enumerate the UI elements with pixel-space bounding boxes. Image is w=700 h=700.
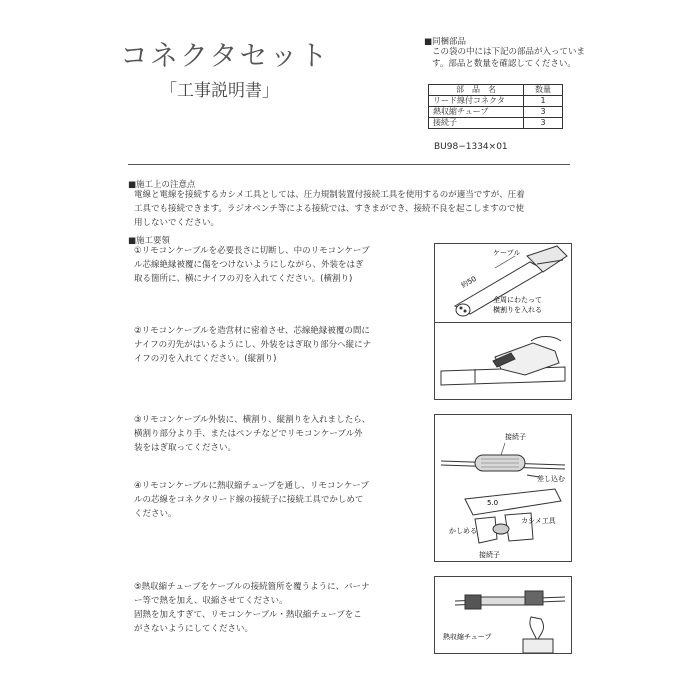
part-name: 接続子 xyxy=(429,118,524,129)
connector-crimp-illustration xyxy=(435,415,571,561)
fig1-cable-label: ケーブル xyxy=(493,249,521,257)
step-3-line: 横割り部分より手、またはペンチなどでリモコンケーブル外 xyxy=(134,429,363,439)
doc-title: コネクタセット xyxy=(120,39,330,72)
figure-vertical-cut xyxy=(434,322,572,400)
column-header: 数量 xyxy=(524,85,563,96)
step-4-line: ください。 xyxy=(134,509,177,519)
step-1-line: ル芯線絶縁被覆に傷をつけないようにしながら、外装をはぎ xyxy=(134,260,364,270)
heat-shrink-illustration xyxy=(435,577,571,653)
step-1-line: ①リモコンケーブルを必要長さに切断し、中のリモコンケーブ xyxy=(134,246,370,256)
step-5-line: ⑤熱収縮チューブをケーブルの接続箇所を覆うように、バーナ xyxy=(134,582,370,592)
procedure-heading: ■施工要領 xyxy=(128,236,171,246)
step-4-line: ルの芯線をコネクタリード線の接続子に接続工具でかしめて xyxy=(134,495,364,505)
table-row xyxy=(429,96,563,107)
fig3-connector2-label: 接続子 xyxy=(479,551,500,559)
product-code: BU98−1334×01 xyxy=(434,142,508,152)
fig1-note-line: 全周にわたって xyxy=(493,296,542,304)
cautions-line: 電線と電線を接続するカシメ工具としては、圧力規制装置付接続工具を使用するのが適当ですが、圧着 xyxy=(134,190,525,200)
part-qty: 3 xyxy=(524,107,563,118)
column-header: 部 品 名 xyxy=(429,85,524,96)
parts-heading: ■同梱部品 xyxy=(424,37,467,47)
part-qty: 1 xyxy=(524,96,563,107)
step-2-line: ②リモコンケーブルを造営材に密着させ、芯線絶縁被覆の間に xyxy=(134,326,370,336)
cautions-heading: ■施工上の注意点 xyxy=(128,180,196,190)
vertical-cut-illustration xyxy=(435,323,571,399)
step-1-line: 取る箇所に、横にナイフの刃を入れてください。(横割り) xyxy=(134,274,353,284)
fig3-insert-label: 差し込む xyxy=(537,475,565,483)
step-3-line: ③リモコンケーブル外装に、横割り、縦割りを入れましたら、 xyxy=(134,415,371,425)
divider xyxy=(128,164,570,165)
figure-heat-shrink xyxy=(434,576,572,654)
step-2-line: ナイフの刃先がはいるようにし、外装をはぎ取り部分へ縦にナ xyxy=(134,340,372,350)
fig3-tool-label: カシメ工具 xyxy=(521,517,556,525)
step-5-line: がさないようにしてください。 xyxy=(134,624,254,634)
step-4-line: ④リモコンケーブルに熱収縮チューブを通し、リモコンケーブ xyxy=(134,481,369,491)
cautions-line: 用しないでください。 xyxy=(134,218,220,228)
table-row xyxy=(429,107,563,118)
fig3-dim-label: 5.0 xyxy=(487,499,499,507)
fig3-connector-label: 接続子 xyxy=(505,433,526,441)
step-2-line: イフの刃を入れてください。(縦割り) xyxy=(134,354,277,364)
parts-table-header xyxy=(429,85,563,96)
figure-connector-crimp xyxy=(434,414,572,562)
cautions-line: 工具でも接続できます。ラジオペンチ等による接続では、すきまができ、接続不良を起こしますので使 xyxy=(134,204,524,214)
cable-cut-illustration xyxy=(435,244,571,322)
fig3-crimp-label: かしめる xyxy=(449,527,477,535)
step-5-line: ー等で熱を加え、収縮させてください。 xyxy=(134,596,288,606)
figure-cable-cut xyxy=(434,243,572,323)
part-name: リード線付コネクタ xyxy=(429,96,524,107)
step-3-line: 装をはぎ取ってください。 xyxy=(134,443,237,453)
part-name: 熱収縮チューブ xyxy=(429,107,524,118)
fig4-tube-label: 熱収縮チューブ xyxy=(443,633,492,641)
fig1-note-line: 横割りを入れる xyxy=(493,306,542,314)
doc-subtitle: 「工事説明書」 xyxy=(160,81,279,101)
table-row xyxy=(429,118,563,129)
parts-table xyxy=(428,84,563,129)
parts-intro: この袋の中には下記の部品が入っています。部品と数量を確認してください。 xyxy=(432,47,586,69)
part-qty: 3 xyxy=(524,118,563,129)
step-5-line: 固熱を加えすぎて、リモコンケーブル・熱収縮チューブをこ xyxy=(134,610,362,620)
fig1-dim-label: 約50 xyxy=(460,274,478,290)
